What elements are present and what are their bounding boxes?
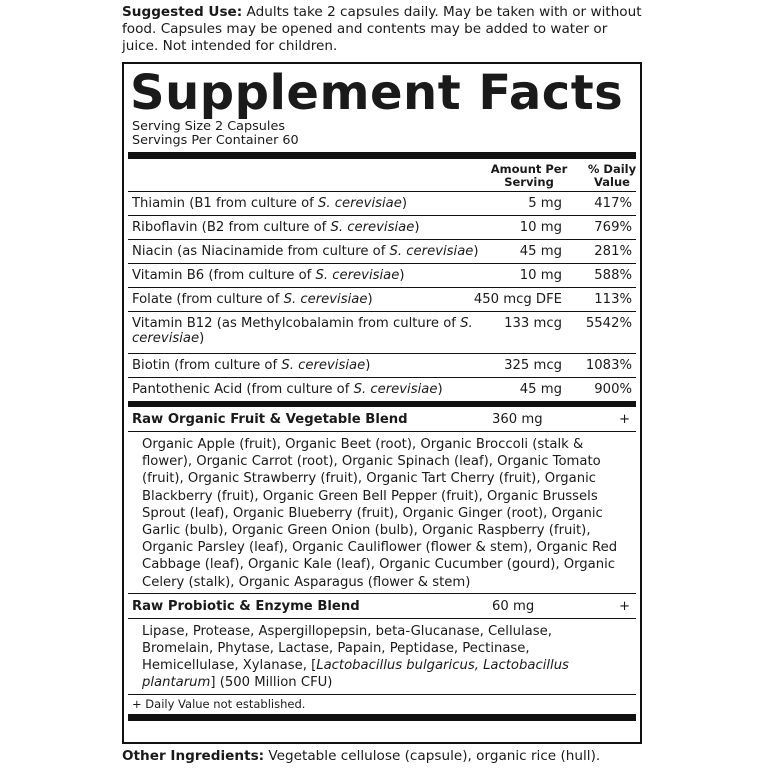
probiotic-cfu: ] (500 Million CFU)	[210, 675, 333, 691]
servings-per-container: Servings Per Container 60	[132, 133, 299, 148]
nutrient-organism: S. cerevisiae	[132, 316, 473, 346]
probiotic-blend-amount: 60 mg	[492, 598, 535, 614]
nutrient-source: Niacin (as Niacinamide from culture of	[132, 244, 390, 259]
nutrient-daily-value: 113%	[594, 292, 632, 307]
nutrient-row	[128, 378, 636, 402]
nutrient-close: )	[401, 196, 408, 211]
fruit-blend-amount: 360 mg	[492, 412, 543, 427]
nutrient-row	[128, 240, 636, 264]
nutrient-daily-value: 769%	[594, 220, 632, 235]
nutrient-source: Riboflavin (B2 from culture of	[132, 220, 331, 235]
nutrient-name	[132, 382, 487, 397]
nutrient-name	[132, 196, 487, 211]
suggested-use-label: Suggested Use:	[122, 4, 243, 20]
nutrient-close: )	[367, 292, 373, 307]
nutrient-close: )	[473, 244, 479, 259]
nutrient-source: Vitamin B12 (as Methylcobalamin from culture of	[132, 316, 461, 331]
nutrient-close: )	[437, 382, 443, 397]
daily-value-footnote: + Daily Value not established.	[132, 696, 306, 711]
nutrient-organism: S. cerevisiae	[318, 196, 402, 211]
probiotic-strains: Lactobacillus bulgaricus, Lactobacillus plantarum	[142, 658, 569, 691]
nutrient-source: Vitamin B6 (from culture of	[132, 268, 316, 283]
nutrient-organism: S. cerevisiae	[353, 382, 438, 397]
nutrient-amount: 10 mg	[519, 268, 562, 283]
panel-title: Supplement Facts	[130, 65, 624, 121]
column-header-row	[128, 159, 636, 192]
other-ingredients	[122, 748, 642, 765]
nutrient-name	[132, 220, 487, 235]
nutrient-daily-value: 417%	[594, 196, 632, 211]
serving-size: Serving Size 2 Capsules	[132, 119, 286, 134]
nutrient-close: )	[414, 220, 420, 235]
nutrient-row	[128, 354, 636, 378]
nutrient-organism: S. cerevisiae	[283, 292, 368, 307]
nutrient-close: )	[365, 358, 371, 373]
other-ingredients-label: Other Ingredients:	[122, 748, 265, 764]
nutrient-close: )	[199, 331, 205, 346]
nutrient-amount: 325 mcg	[504, 358, 562, 373]
probiotic-ingredients-text: Lipase, Protease, Aspergillopepsin, beta-Glucanase, Cellulase, Bromelain, Phytase, Lactase, Papain, Peptidase, Pectinase, Hemicellulase, Xylanase, [	[142, 623, 552, 674]
nutrient-row	[128, 264, 636, 288]
nutrient-amount: 450 mcg DFE	[473, 292, 562, 307]
fruit-blend-dv: +	[618, 412, 630, 427]
nutrient-name	[132, 268, 487, 283]
nutrient-organism: S. cerevisiae	[389, 244, 474, 259]
nutrient-source: Biotin (from culture of	[132, 358, 282, 373]
nutrient-close: )	[399, 268, 405, 283]
nutrient-source: Thiamin (B1 from culture of	[132, 196, 319, 211]
nutrient-row	[128, 288, 636, 312]
divider-thick	[128, 152, 636, 159]
nutrient-name	[132, 244, 487, 259]
nutrient-amount: 133 mcg	[504, 316, 562, 331]
nutrient-amount: 45 mg	[519, 244, 562, 259]
header-amount-per-serving: Amount Per Serving	[490, 162, 568, 189]
supplement-facts-panel	[122, 62, 642, 744]
divider-bottom	[128, 714, 636, 721]
nutrient-row	[128, 312, 636, 354]
suggested-use-text: Adults take 2 capsules daily. May be taken with or without food. Capsules may be opened and contents may be added to water or juice. Not intended for children.	[122, 4, 642, 54]
nutrient-amount: 45 mg	[519, 382, 562, 397]
fruit-blend-row	[128, 407, 636, 432]
nutrient-name	[132, 358, 487, 373]
nutrient-organism: S. cerevisiae	[315, 268, 400, 283]
nutrient-source: Pantothenic Acid (from culture of	[132, 382, 354, 397]
nutrient-source: Folate (from culture of	[132, 292, 284, 307]
nutrient-daily-value: 900%	[594, 382, 632, 397]
other-ingredients-text: Vegetable cellulose (capsule), organic rice (hull).	[264, 748, 601, 764]
suggested-use	[122, 4, 642, 55]
probiotic-blend-ingredients	[128, 619, 636, 695]
fruit-blend-ingredients: Organic Apple (fruit), Organic Beet (root), Organic Broccoli (stalk & flower), Organic Carrot (root), Organic Spinach (leaf), Organic Tomato (fruit), Organic Strawberry (fruit), Organic Tart Cherry (fruit), Organic Blackberry (fruit), Organic Green Bell Pepper (fruit), Organic Brussels Sprout (leaf), Organic Blueberry (fruit), Organic Ginger (root), Organic Garlic (bulb), Organic Green Onion (bulb), Organic Raspberry (fruit), Organic Parsley (leaf), Organic Cauliflower (flower & stem), Organic Red Cabbage (leaf), Organic Kale (leaf), Organic Cucumber (gourd), Organic Celery (stalk), Organic Asparagus (flower & stem)	[128, 432, 636, 594]
probiotic-blend-row	[128, 594, 636, 619]
nutrient-name	[132, 316, 487, 346]
nutrient-daily-value: 1083%	[585, 358, 632, 373]
probiotic-blend-name: Raw Probiotic & Enzyme Blend	[132, 598, 360, 614]
nutrient-organism: S. cerevisiae	[330, 220, 415, 235]
header-daily-value: % Daily Value	[587, 162, 637, 189]
nutrient-daily-value: 588%	[594, 268, 632, 283]
fruit-blend-name: Raw Organic Fruit & Vegetable Blend	[132, 412, 408, 427]
nutrient-row	[128, 192, 636, 216]
nutrient-amount: 10 mg	[519, 220, 562, 235]
nutrient-list	[124, 192, 640, 402]
nutrient-organism: S. cerevisiae	[281, 358, 366, 373]
nutrient-daily-value: 5542%	[585, 316, 632, 331]
nutrient-name	[132, 292, 487, 307]
nutrient-daily-value: 281%	[594, 244, 632, 259]
nutrient-row	[128, 216, 636, 240]
nutrient-amount: 5 mg	[528, 196, 562, 211]
probiotic-blend-dv: +	[618, 598, 630, 614]
